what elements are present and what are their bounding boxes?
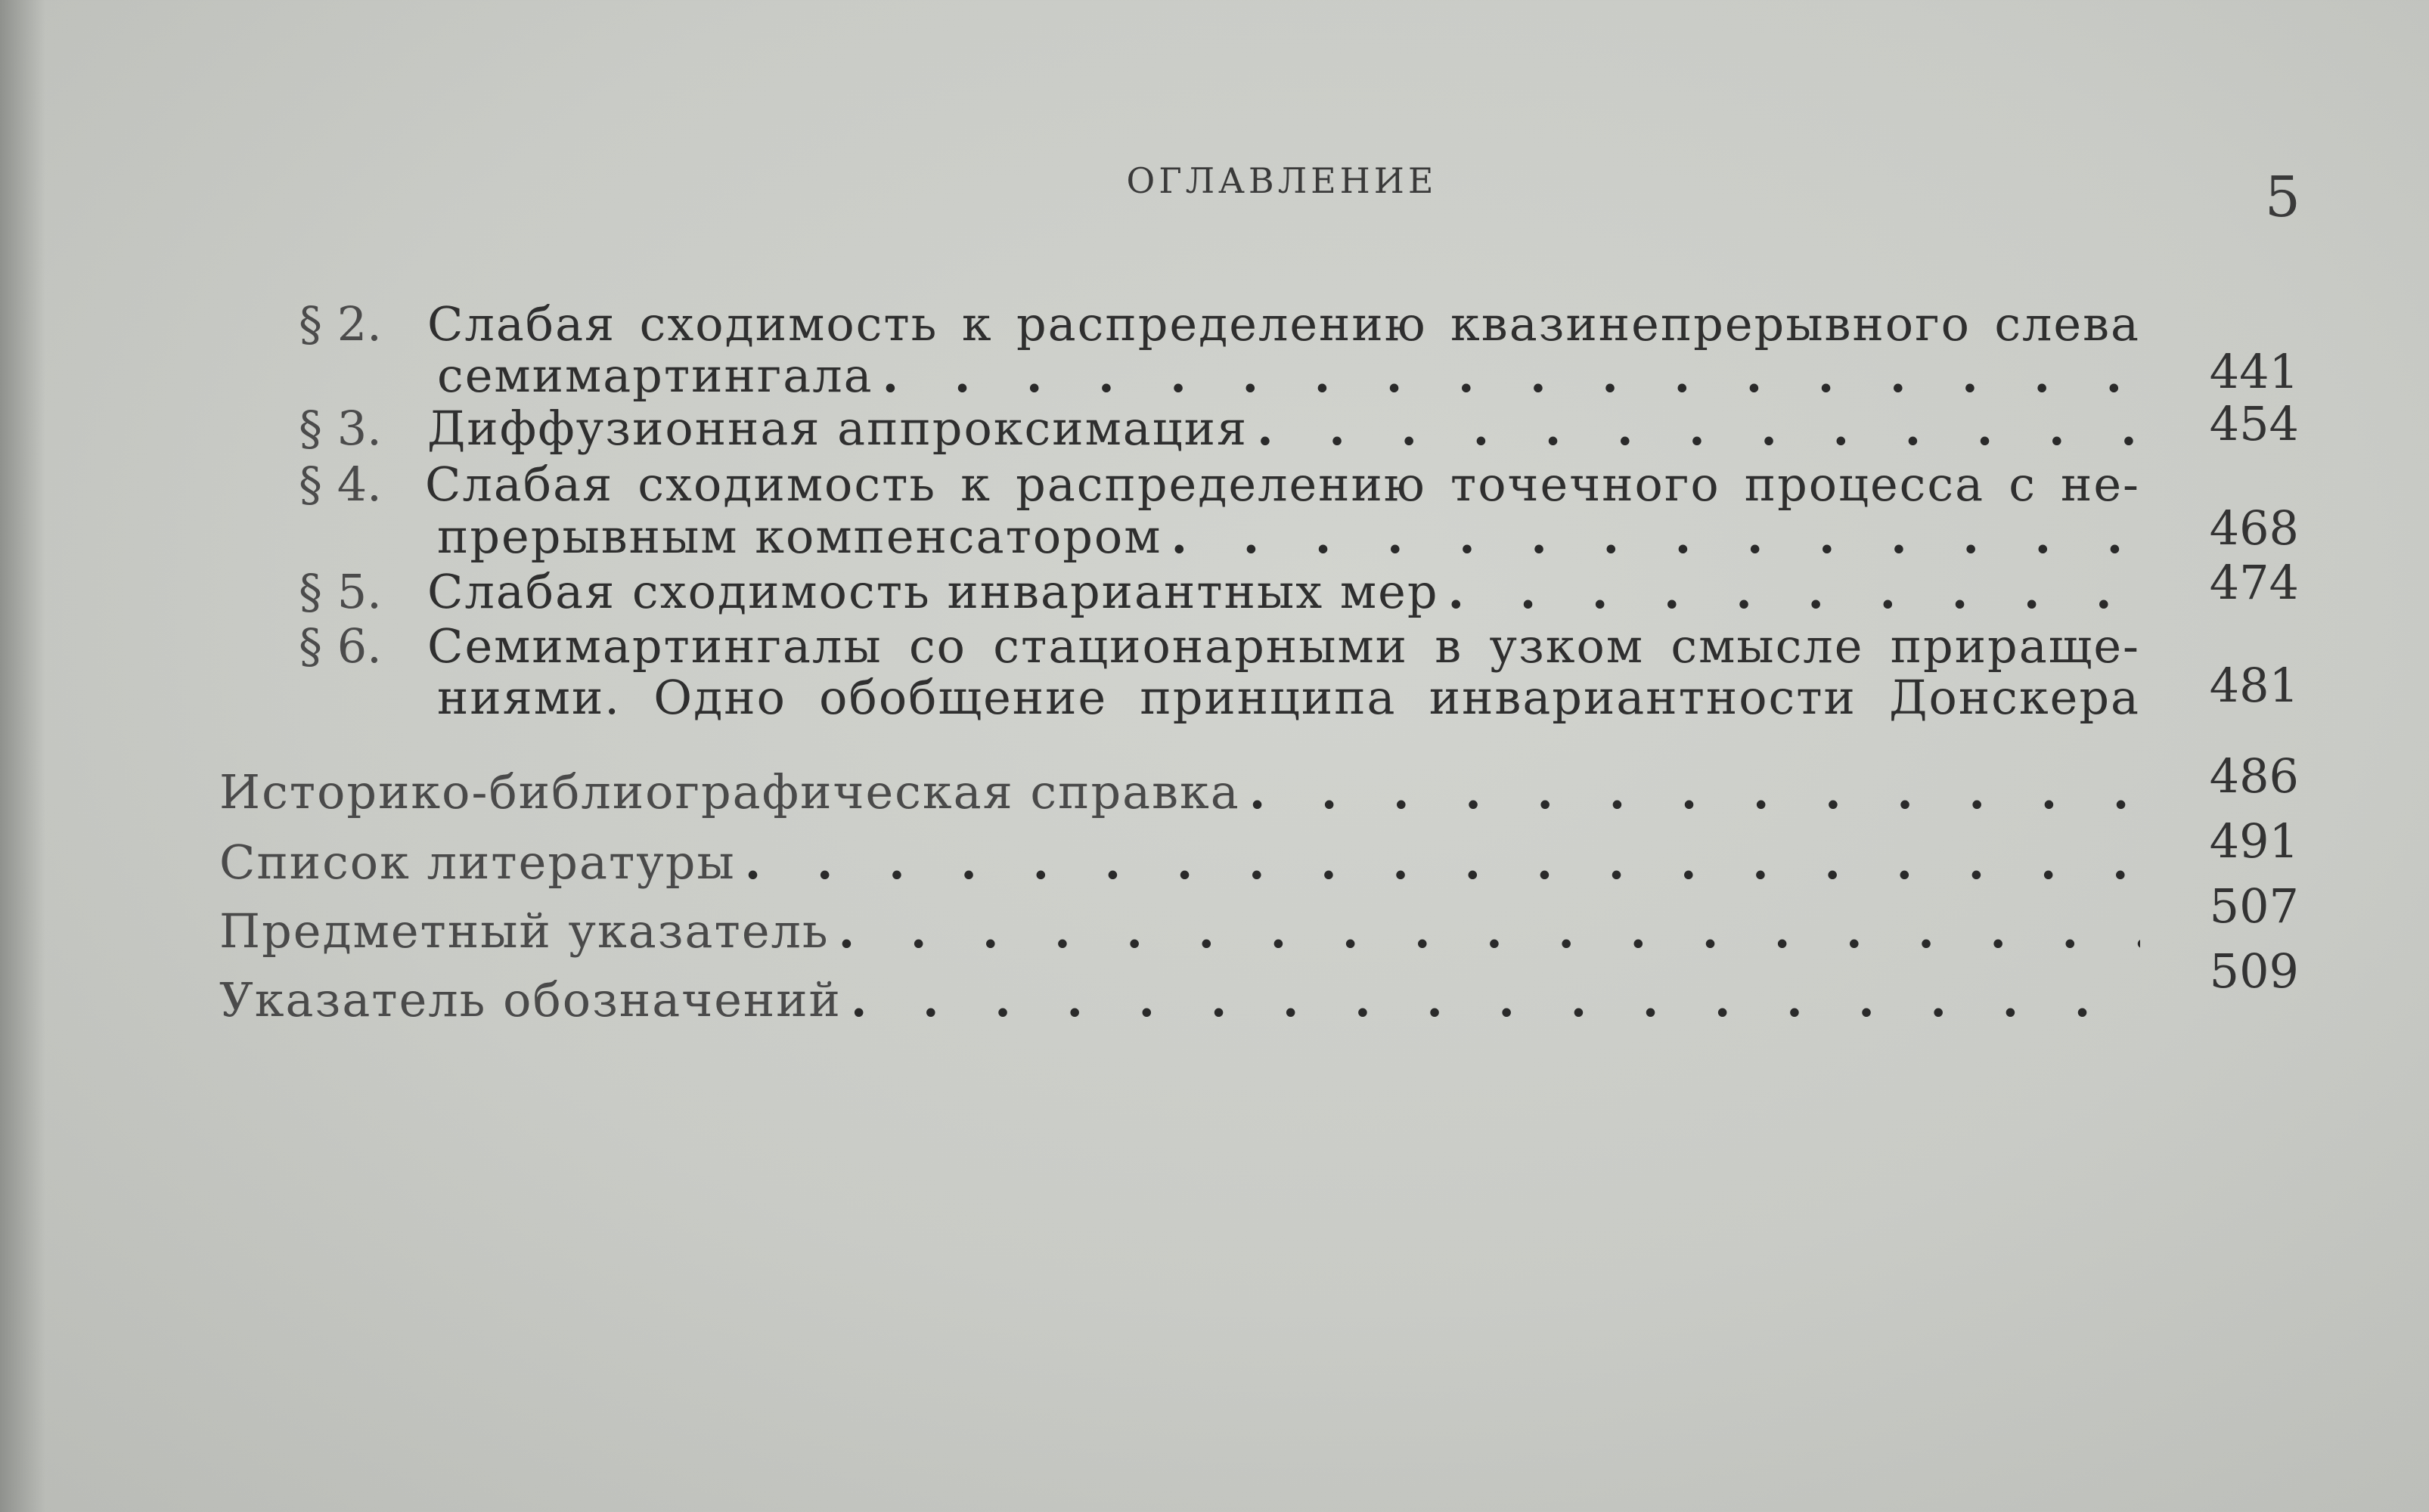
toc-page-number: 509 xyxy=(2209,943,2299,999)
toc-page-number: 486 xyxy=(2209,748,2299,804)
dot-leader xyxy=(851,972,2140,1028)
toc-entry-line: семимартингала xyxy=(437,348,873,403)
dot-leader xyxy=(1249,764,2140,820)
dot-leader xyxy=(1448,564,2140,620)
toc-entry-leader-line xyxy=(437,509,2140,565)
toc-page-number: 474 xyxy=(2209,555,2299,610)
section-marker: § 5. xyxy=(299,564,382,619)
toc-entry-line: Диффузионная аппроксимация xyxy=(427,401,1249,456)
dot-leader xyxy=(883,348,2140,404)
toc-appendix-entry xyxy=(219,972,2140,1028)
toc-entry-line: Указатель обозначений xyxy=(219,972,842,1027)
page-gutter-shadow xyxy=(0,0,45,1512)
toc-appendix-entry xyxy=(219,835,2140,891)
running-head: ОГЛАВЛЕНИЕ xyxy=(1126,160,1438,201)
section-marker: § 4. xyxy=(299,457,382,512)
toc-entry-leader-line xyxy=(437,348,2140,404)
toc-page-number: 481 xyxy=(2209,658,2299,713)
section-marker: § 3. xyxy=(299,401,382,456)
toc-page-number: 468 xyxy=(2209,500,2299,556)
page-number: 5 xyxy=(2264,165,2300,230)
dot-leader xyxy=(1257,401,2140,457)
toc-entry-leader-line xyxy=(427,401,2140,457)
dot-leader xyxy=(1171,509,2140,565)
toc-entry-line: Список литературы xyxy=(219,835,736,890)
toc-entry-line: Историко-библиографическая справка xyxy=(219,764,1240,820)
toc-entry-line: Слабая сходимость к распределению точечного процесса с не- xyxy=(425,457,2140,512)
toc-page-number: 454 xyxy=(2209,396,2299,451)
toc-page-number: 441 xyxy=(2209,344,2299,399)
section-marker: § 2. xyxy=(299,296,382,352)
toc-entry-line: Семимартингалы со стационарными в узком смысле прираще- xyxy=(427,618,2140,674)
toc-appendix-entry xyxy=(219,903,2140,959)
toc-entry-line: Предметный указатель xyxy=(219,903,830,959)
dot-leader xyxy=(839,903,2140,959)
toc-entry-leader-line xyxy=(427,564,2140,620)
section-marker: § 6. xyxy=(299,618,382,674)
toc-page-number: 491 xyxy=(2209,813,2299,869)
dot-leader xyxy=(745,835,2140,891)
toc-entry-line: прерывным компенсатором xyxy=(437,509,1162,564)
toc-page-number: 507 xyxy=(2209,878,2299,934)
toc-entry-line: ниями. Одно обобщение принципа инвариантности Донскера xyxy=(437,670,2140,725)
toc-appendix-entry xyxy=(219,764,2140,820)
toc-entry-line: Слабая сходимость к распределению квазинепрерывного слева xyxy=(427,296,2140,352)
toc-entry-line: Слабая сходимость инвариантных мер xyxy=(427,564,1439,619)
